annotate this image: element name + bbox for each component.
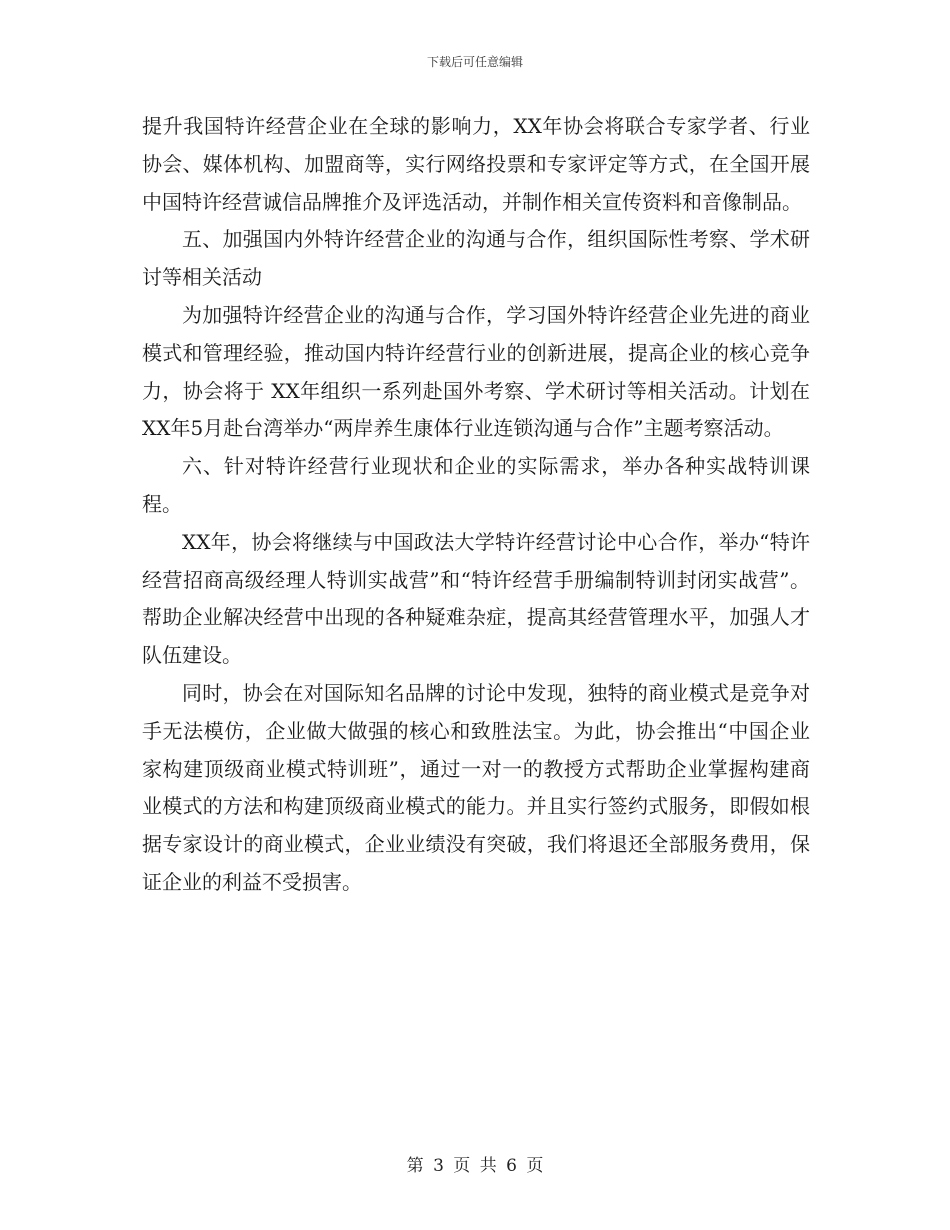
- section-heading-6: 六、针对特许经营行业现状和企业的实际需求，举办各种实战特训课程。: [142, 454, 810, 516]
- paragraph-1: 提升我国特许经营企业在全球的影响力，XX年协会将联合专家学者、行业协会、媒体机构、加盟商等，实行网络投票和专家评定等方式，在全国开展中国特许经营诚信品牌推介及评选活动，并制作相关宣传资料和音像制品。: [142, 114, 810, 214]
- page-number: 第 3 页 共 6 页: [406, 1156, 544, 1176]
- paragraph-3: XX年，协会将继续与中国政法大学特许经营讨论中心合作，举办“特许经营招商高级经理人特训实战营”和“特许经营手册编制特训封闭实战营”。帮助企业解决经营中出现的各种疑难杂症，提高其经营管理水平，加强人才队伍建设。: [142, 529, 810, 668]
- paragraph-2: 为加强特许经营企业的沟通与合作，学习国外特许经营企业先进的商业模式和管理经验，推动国内特许经营行业的创新进展，提高企业的核心竞争力，协会将于 XX年组织一系列赴国外考察、学术研讨等相关活动。计划在XX年5月赴台湾举办“两岸养生康体行业连锁沟通与合作”主题考察活动。: [142, 302, 810, 441]
- section-heading-5: 五、加强国内外特许经营企业的沟通与合作，组织国际性考察、学术研讨等相关活动: [142, 227, 810, 290]
- paragraph-4: 同时，协会在对国际知名品牌的讨论中发现，独特的商业模式是竞争对手无法模仿，企业做大做强的核心和致胜法宝。为此，协会推出“中国企业家构建顶级商业模式特训班”，通过一对一的教授方式帮助企业掌握构建商业模式的方法和构建顶级商业模式的能力。并且实行签约式服务，即假如根据专家设计的商业模式，企业业绩没有突破，我们将退还全部服务费用，保证企业的利益不受损害。: [142, 680, 810, 894]
- document-body: [142, 108, 810, 902]
- page-header: 下载后可任意编辑: [426, 55, 523, 69]
